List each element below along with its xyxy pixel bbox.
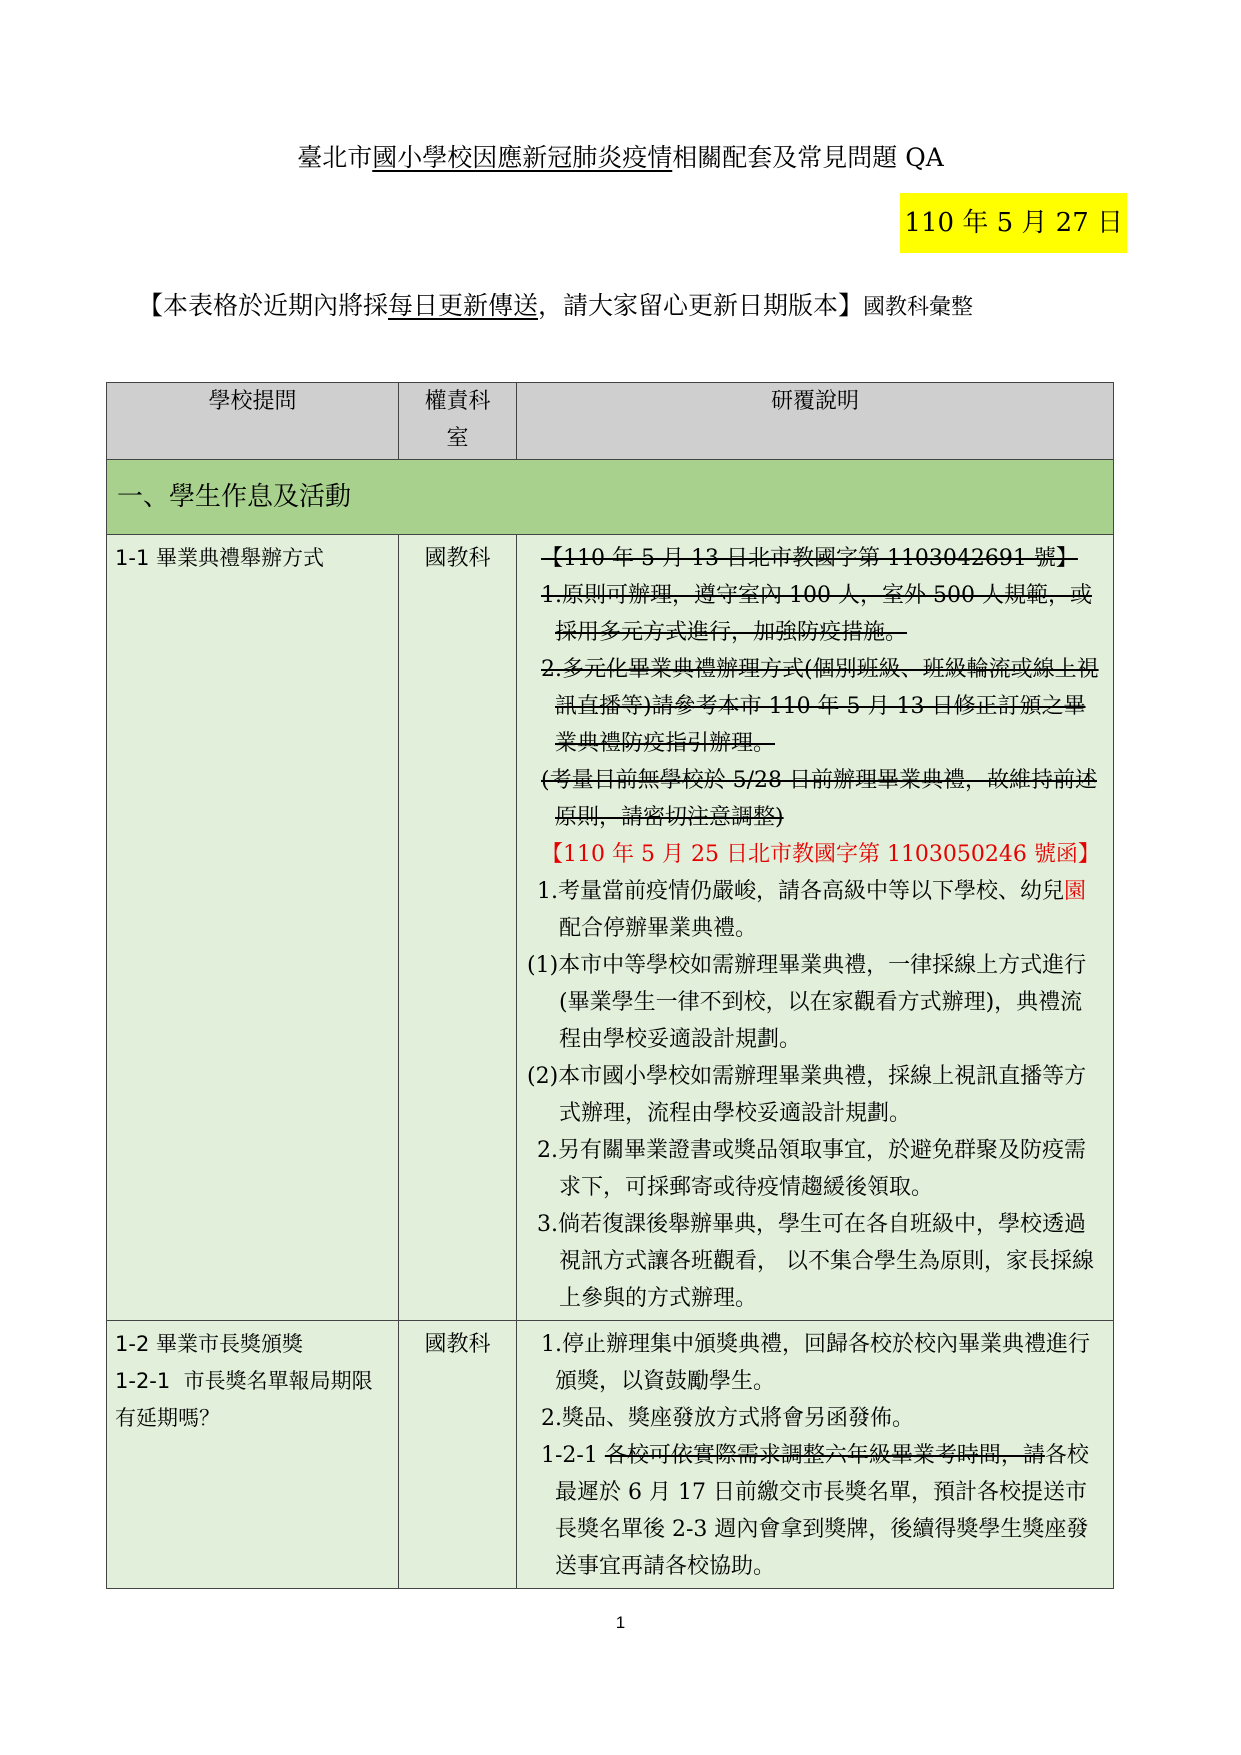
- table-row: [107, 535, 1114, 1321]
- answer-line: 【110 年 5 月 13 日北市教國字第 1103042691 號】: [541, 546, 1078, 571]
- table-row: [107, 1321, 1114, 1589]
- notice-compiler: 國教科彙整: [863, 295, 974, 320]
- answer-line: 1.考量當前疫情仍嚴峻，請各高級中等以下學校、幼兒園配合停辦畢業典禮。: [537, 879, 1087, 941]
- qa-table: [106, 382, 1114, 1589]
- page-number: 1: [615, 1613, 626, 1632]
- answer-cell: [517, 535, 1114, 1321]
- answer-line: (2)本市國小學校如需辦理畢業典禮，採線上視訊直播等方式辦理，流程由學校妥適設計規劃。: [527, 1064, 1087, 1126]
- answer-line: 1.原則可辦理，遵守室內 100 人，室外 500 人規範，或採用多元方式進行，加強防疫措施。: [541, 583, 1092, 645]
- question-cell: 1-2 畢業市長獎頒獎 1-2-1 市長獎名單報局期限有延期嗎？: [107, 1321, 399, 1589]
- update-date: 110 年 5 月 27 日: [900, 193, 1127, 253]
- table-header-row: [107, 383, 1114, 460]
- page-title: 臺北市國小學校因應新冠肺炎疫情相關配套及常見問題 QA: [297, 143, 944, 172]
- answer-line: 2.另有關畢業證書或獎品領取事宜，於避免群聚及防疫需求下，可採郵寄或待疫情趨緩後領取。: [537, 1138, 1086, 1200]
- question-cell: 1-1 畢業典禮舉辦方式: [107, 535, 399, 1321]
- answer-red-line: 【110 年 5 月 25 日北市教國字第 1103050246 號函】: [541, 842, 1100, 867]
- answer-line: 1.停止辦理集中頒獎典禮，回歸各校於校內畢業典禮進行頒獎，以資鼓勵學生。: [541, 1332, 1090, 1394]
- answer-line: 3.倘若復課後舉辦畢典，學生可在各自班級中，學校透過視訊方式讓各班觀看， 以不集合學生為原則，家長採線上參與的方式辦理。: [537, 1212, 1094, 1311]
- section-title: 一、學生作息及活動: [107, 460, 1114, 535]
- notice-underlined: 每日更新傳送: [388, 291, 539, 320]
- answer-line: 2.多元化畢業典禮辦理方式(個別班級、班級輪流或線上視訊直播等)請參考本市 110 年 5 月 13 日修正訂頒之畢業典禮防疫指引辦理。: [541, 657, 1099, 756]
- title-underlined: 國小學校因應新冠肺炎疫情: [372, 143, 673, 172]
- dept-cell: 國教科: [399, 535, 517, 1321]
- section-row: [107, 460, 1114, 535]
- header-answer: 研覆說明: [517, 383, 1114, 460]
- answer-line: 2.獎品、獎座發放方式將會另函發佈。: [541, 1406, 914, 1431]
- dept-cell: 國教科: [399, 1321, 517, 1589]
- update-notice: 【本表格於近期內將採每日更新傳送，請大家留心更新日期版本】國教科彙整: [138, 291, 974, 320]
- answer-cell: [517, 1321, 1114, 1589]
- answer-line: (考量目前無學校於 5/28 日前辦理畢業典禮，故維持前述原則，請密切注意調整): [541, 768, 1097, 830]
- header-question: 學校提問: [107, 383, 399, 460]
- answer-line: 1-2-1 各校可依實際需求調整六年級畢業考時間，請各校最遲於 6 月 17 日前繳交市長獎名單，預計各校提送市長獎名單後 2-3 週內會拿到獎牌，後續得獎學生獎座發送事宜再請各校協助。: [541, 1443, 1089, 1579]
- answer-line: (1)本市中等學校如需辦理畢業典禮，一律採線上方式進行(畢業學生一律不到校，以在家觀看方式辦理)，典禮流程由學校妥適設計規劃。: [527, 953, 1087, 1052]
- header-dept: 權責科室: [399, 383, 517, 460]
